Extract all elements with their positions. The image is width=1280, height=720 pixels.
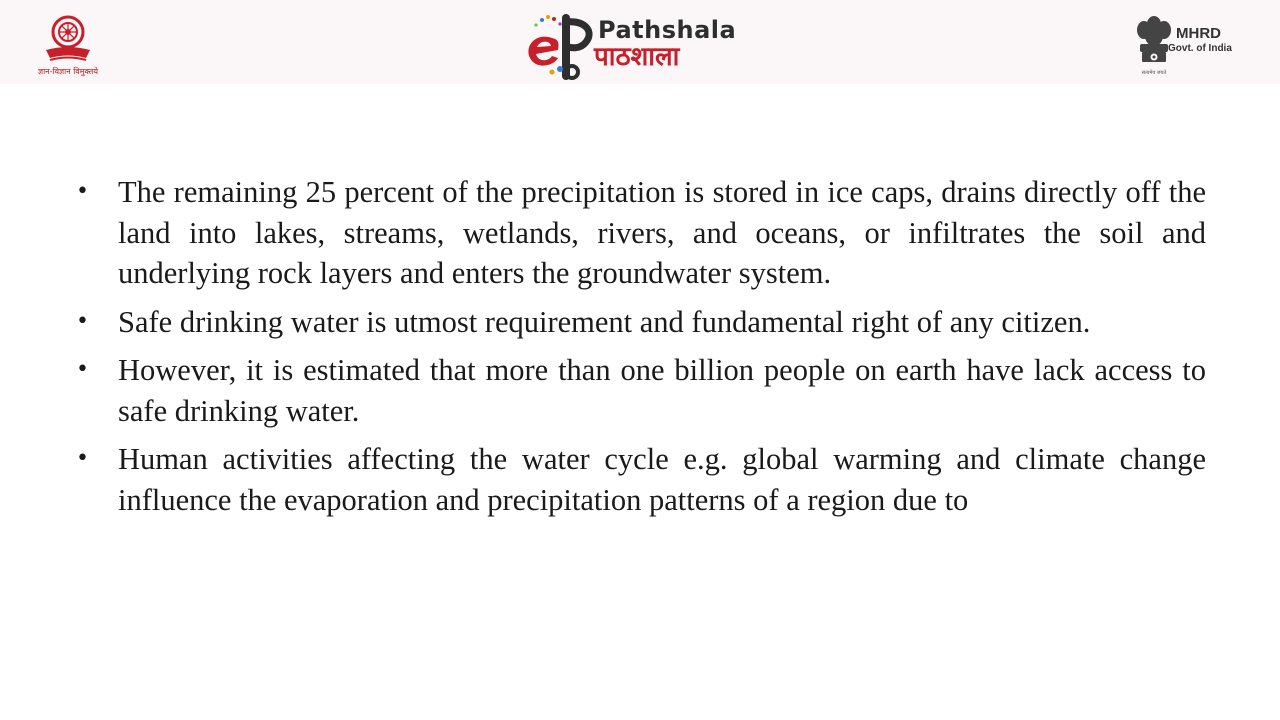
slide-content <box>72 172 1206 537</box>
bullet-list <box>72 172 1206 520</box>
bullet-text: The remaining 25 percent of the precipitation is stored in ice caps, drains directly off the land into lakes, streams, wetlands, rivers, and oceans, or infiltrates the soil and underlying rock layers and enters the groundwater system. <box>118 175 1206 290</box>
bullet-icon: • <box>76 308 89 334</box>
bullet-icon: • <box>76 179 89 204</box>
bullet-item-2 <box>72 302 1206 343</box>
mhrd-title: MHRD <box>1176 25 1221 42</box>
ashoka-emblem-icon <box>1134 14 1174 70</box>
ugc-emblem-icon <box>36 14 100 66</box>
epathshala-english-text: Pathshala <box>598 16 737 44</box>
bullet-icon: • <box>76 446 89 471</box>
header-bar <box>0 0 1280 84</box>
ugc-motto: ज्ञान-विज्ञान विमुक्तये <box>37 67 99 76</box>
ugc-logo <box>36 14 100 80</box>
emblem-motto: सत्यमेव जयते <box>1141 70 1167 76</box>
bullet-item-4 <box>72 439 1206 520</box>
mhrd-subtitle: Govt. of India <box>1168 43 1232 54</box>
bullet-text: Safe drinking water is utmost requirement and fundamental right of any citizen. <box>118 304 1091 339</box>
mhrd-logo <box>1134 14 1244 82</box>
bullet-text: However, it is estimated that more than one billion people on earth have lack access to safe drinking water. <box>118 353 1206 428</box>
bullet-text: Human activities affecting the water cycle e.g. global warming and climate change influence the evaporation and precipitation patterns of a region due to <box>118 442 1206 517</box>
epathshala-hindi-text: पाठशाला <box>594 42 680 72</box>
bullet-item-1 <box>72 172 1206 294</box>
epathshala-logo <box>522 12 748 82</box>
bullet-item-3 <box>72 350 1206 431</box>
bullet-icon: • <box>76 357 89 382</box>
epathshala-e-icon <box>522 12 602 82</box>
